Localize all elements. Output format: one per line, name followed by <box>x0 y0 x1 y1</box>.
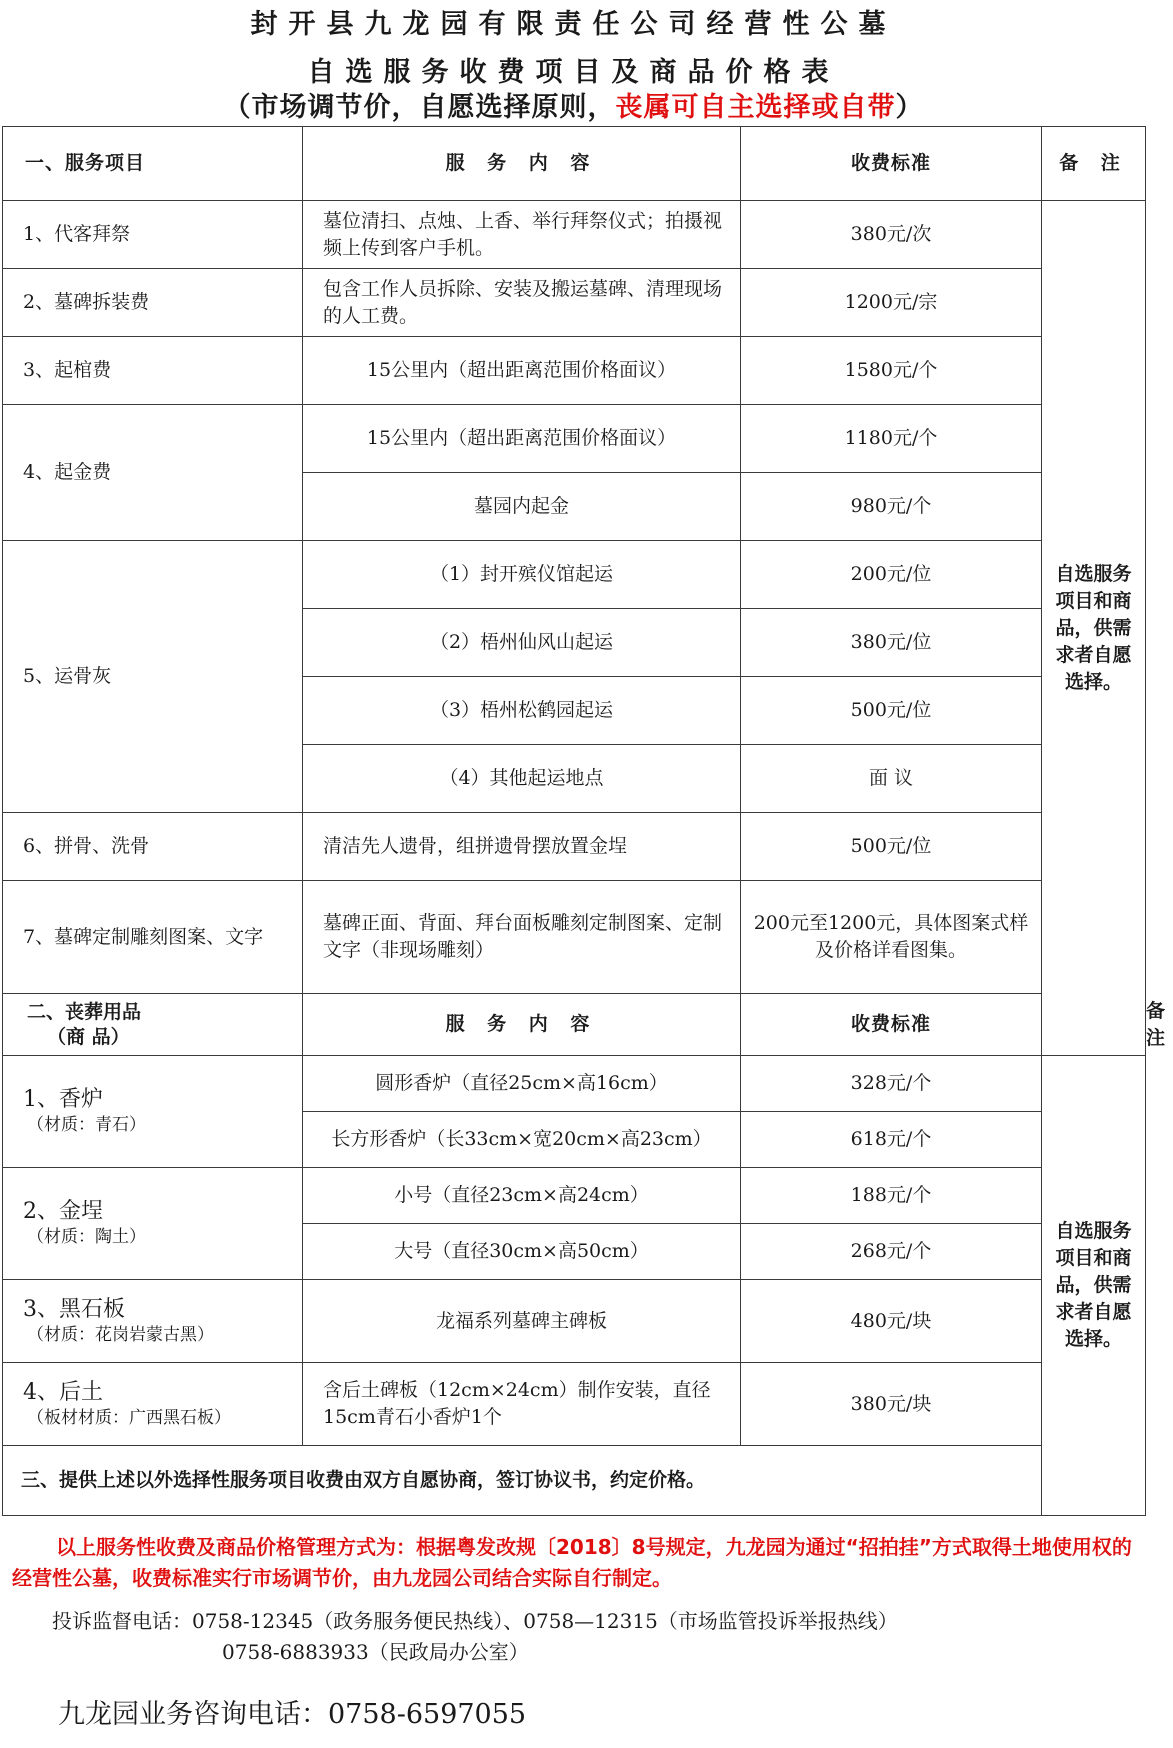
section1-header: 一、服务项目 <box>3 127 303 201</box>
section2-header-row: 二、丧葬用品 （商 品） 服 务 内 容 收费标准 备 注 <box>3 994 1146 1056</box>
goods-name-cell <box>3 1056 303 1168</box>
goods-name-cell <box>3 1363 303 1446</box>
table-row <box>3 405 1146 473</box>
section1-header-row <box>3 127 1146 201</box>
goods-name: 2、金埕 <box>23 1199 103 1224</box>
goods-name: 4、后土 <box>23 1379 103 1405</box>
title-table-name: 自选服务收费项目及商品价格表 <box>307 57 840 88</box>
goods-fee: 188元/个 <box>741 1168 1042 1224</box>
table-row <box>3 1363 1146 1446</box>
price-table <box>2 126 1173 1516</box>
section2-header <box>3 994 303 1056</box>
service-fee: 1200元/宗 <box>741 269 1042 337</box>
table-row <box>3 1056 1146 1112</box>
goods-fee: 328元/个 <box>741 1056 1042 1112</box>
goods-content: 含后土碑板（12cm×24cm）制作安装，直径15cm青石小香炉1个 <box>303 1363 741 1446</box>
table-row <box>3 269 1146 337</box>
goods-content: 龙福系列墓碑主碑板 <box>303 1280 741 1363</box>
table-row <box>3 201 1146 269</box>
subtitle-prefix: （市场调节价，自愿选择原则， <box>223 92 616 123</box>
service-fee: 1180元/个 <box>741 405 1042 473</box>
service-content: 墓碑正面、背面、拜台面板雕刻定制图案、定制文字（非现场雕刻） <box>303 881 741 994</box>
section2-header-line2: （商 品） <box>47 1025 130 1048</box>
goods-fee: 380元/块 <box>741 1363 1042 1446</box>
service-name: 1、代客拜祭 <box>3 201 303 269</box>
goods-name: 3、黑石板 <box>23 1296 125 1322</box>
goods-content: 小号（直径23cm×高24cm） <box>303 1168 741 1224</box>
service-content: 墓园内起金 <box>303 473 741 541</box>
fee-header: 收费标准 <box>741 127 1042 201</box>
goods-material: （材质：陶土） <box>27 1227 146 1247</box>
service-content: （1）封开殡仪馆起运 <box>303 541 741 609</box>
service-content: 15公里内（超出距离范围价格面议） <box>303 337 741 405</box>
remark-cell: 自选服务项目和商品，供需求者自愿选择。 <box>1042 201 1146 1056</box>
title-subtitle <box>0 85 1147 124</box>
service-fee: 500元/位 <box>741 813 1042 881</box>
service-fee: 980元/个 <box>741 473 1042 541</box>
goods-material: （板材材质：广西黑石板） <box>27 1407 231 1428</box>
service-fee: 200元/位 <box>741 541 1042 609</box>
consult-phone: 九龙园业务咨询电话：0758-6597055 <box>58 1699 527 1730</box>
remark-header: 备 注 <box>1042 127 1146 201</box>
section3-text: 三、提供上述以外选择性服务项目收费由双方自愿协商，签订协议书，约定价格。 <box>3 1446 1146 1516</box>
table-row <box>3 541 1146 609</box>
service-fee: 380元/次 <box>741 201 1042 269</box>
content-header: 服 务 内 容 <box>303 994 741 1056</box>
section2-header-line1: 二、丧葬用品 <box>27 1000 142 1023</box>
service-fee: 500元/位 <box>741 677 1042 745</box>
goods-name-cell <box>3 1280 303 1363</box>
goods-name: 1、香炉 <box>23 1087 103 1112</box>
service-fee: 1580元/个 <box>741 337 1042 405</box>
title-company: 封开县九龙园有限责任公司经营性公墓 <box>250 9 897 40</box>
table-row <box>3 337 1146 405</box>
civil-affairs-phone: 0758-6883933（民政局办公室） <box>222 1640 529 1664</box>
service-content: 清洁先人遗骨，组拼遗骨摆放置金埕 <box>303 813 741 881</box>
service-content: 包含工作人员拆除、安装及搬运墓碑、清理现场的人工费。 <box>303 269 741 337</box>
service-name: 4、起金费 <box>3 405 303 541</box>
complaint-hotline: 投诉监督电话：0758-12345（政务服务便民热线）、0758—12315（市场监管投诉举报热线） <box>52 1609 898 1633</box>
service-content: （4）其他起运地点 <box>303 745 741 813</box>
service-content: 15公里内（超出距离范围价格面议） <box>303 405 741 473</box>
subtitle-suffix: ） <box>895 92 924 123</box>
goods-content: 大号（直径30cm×高50cm） <box>303 1224 741 1280</box>
service-fee: 面 议 <box>741 745 1042 813</box>
goods-fee: 618元/个 <box>741 1112 1042 1168</box>
table-row <box>3 813 1146 881</box>
goods-fee: 268元/个 <box>741 1224 1042 1280</box>
service-name: 3、起棺费 <box>3 337 303 405</box>
fee-header: 收费标准 <box>741 994 1042 1056</box>
service-fee: 200元至1200元，具体图案式样及价格详看图集。 <box>741 881 1042 994</box>
goods-content: 长方形香炉（长33cm×宽20cm×高23cm） <box>303 1112 741 1168</box>
goods-material: （材质：花岗岩蒙古黑） <box>27 1324 214 1345</box>
service-content: （2）梧州仙风山起运 <box>303 609 741 677</box>
goods-name-cell <box>3 1168 303 1280</box>
remark-cell: 自选服务项目和商品，供需求者自愿选择。 <box>1042 1056 1146 1516</box>
table-row <box>3 881 1146 994</box>
content-header: 服 务 内 容 <box>303 127 741 201</box>
pricing-note: 以上服务性收费及商品价格管理方式为：根据粤发改规〔2018〕8号规定，九龙园为通过“招拍挂”方式取得土地使用权的经营性公墓，收费标准实行市场调节价，由九龙园公司结合实际自行制定。 <box>12 1535 1132 1590</box>
table-row <box>3 1168 1146 1224</box>
service-fee: 380元/位 <box>741 609 1042 677</box>
service-name: 5、运骨灰 <box>3 541 303 813</box>
service-content: 墓位清扫、点烛、上香、举行拜祭仪式；拍摄视频上传到客户手机。 <box>303 201 741 269</box>
service-content: （3）梧州松鹤园起运 <box>303 677 741 745</box>
service-name: 2、墓碑拆装费 <box>3 269 303 337</box>
section3-row <box>3 1446 1146 1516</box>
subtitle-red-text: 丧属可自主选择或自带 <box>615 92 896 123</box>
goods-content: 圆形香炉（直径25cm×高16cm） <box>303 1056 741 1112</box>
goods-material: （材质：青石） <box>27 1115 146 1135</box>
service-name: 7、墓碑定制雕刻图案、文字 <box>3 881 303 994</box>
service-name: 6、拼骨、洗骨 <box>3 813 303 881</box>
goods-fee: 480元/块 <box>741 1280 1042 1363</box>
table-row <box>3 1280 1146 1363</box>
